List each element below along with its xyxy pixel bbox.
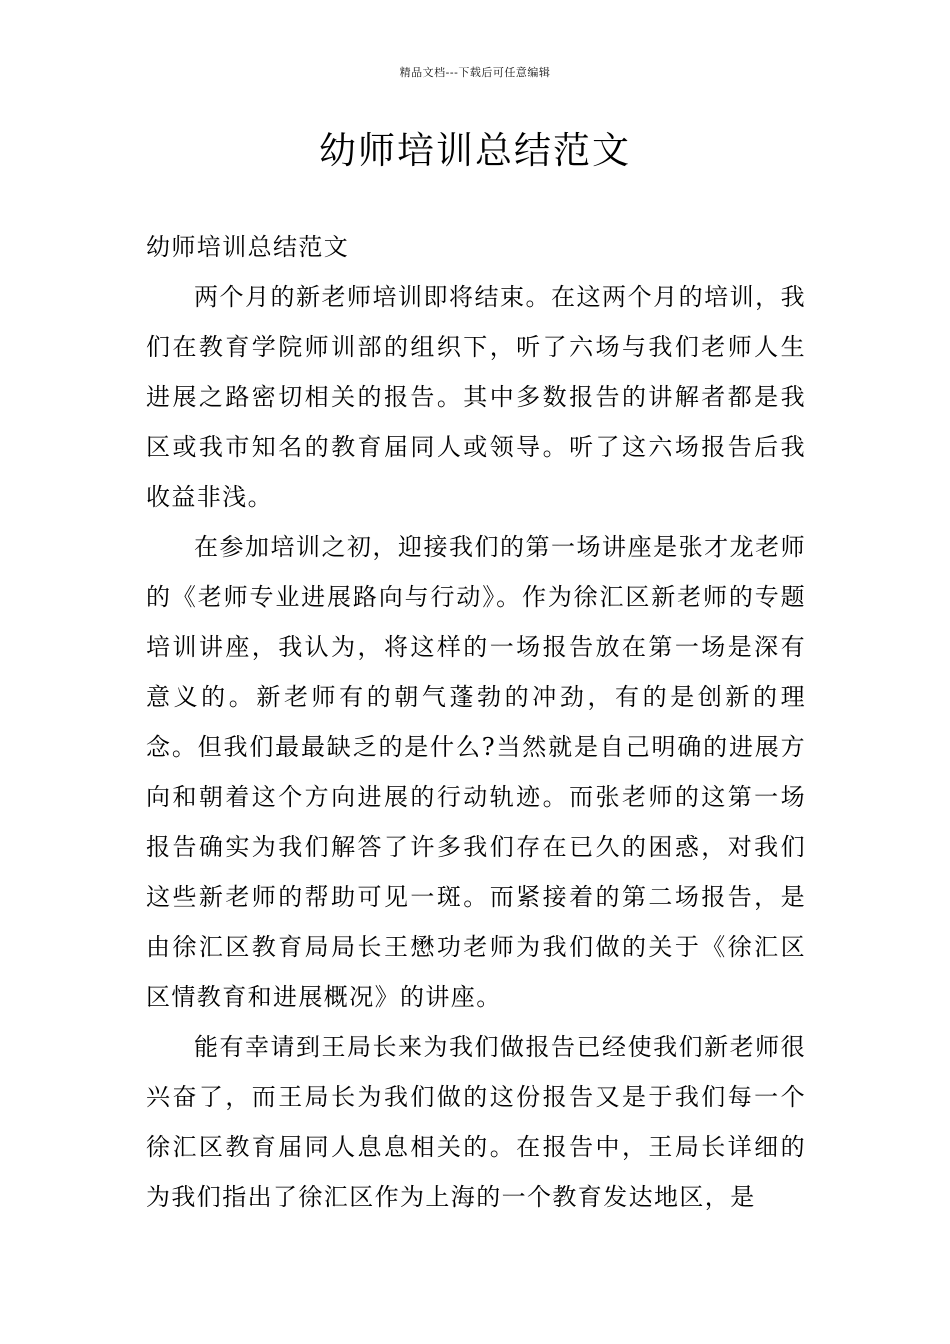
paragraph-1: 两个月的新老师培训即将结束。在这两个月的培训，我们在教育学院师训部的组织下，听了六场与我们老师人生进展之路密切相关的报告。其中多数报告的讲解者都是我区或我市知名的教育届同人或领导。听了这六场报告后我收益非浅。 (146, 283, 806, 511)
header-note: 精品文档---下载后可任意编辑 (399, 66, 551, 79)
document-body (146, 222, 806, 1222)
document-subtitle: 幼师培训总结范文 (146, 233, 350, 261)
paragraph-2: 在参加培训之初，迎接我们的第一场讲座是张才龙老师的《老师专业进展路向与行动》。作为徐汇区新老师的专题培训讲座，我认为，将这样的一场报告放在第一场是深有意义的。新老师有的朝气蓬勃的冲劲，有的是创新的理念。但我们最最缺乏的是什么?当然就是自己明确的进展方向和朝着这个方向进展的行动轨迹。而张老师的这第一场报告确实为我们解答了许多我们存在已久的困惑，对我们这些新老师的帮助可见一斑。而紧接着的第二场报告，是由徐汇区教育局局长王懋功老师为我们做的关于《徐汇区区情教育和进展概况》的讲座。 (146, 533, 806, 1011)
paragraph-3: 能有幸请到王局长来为我们做报告已经使我们新老师很兴奋了，而王局长为我们做的这份报告又是于我们每一个徐汇区教育届同人息息相关的。在报告中，王局长详细的为我们指出了徐汇区作为上海的一个教育发达地区，是 (146, 1033, 806, 1211)
document-title: 幼师培训总结范文 (319, 129, 631, 172)
